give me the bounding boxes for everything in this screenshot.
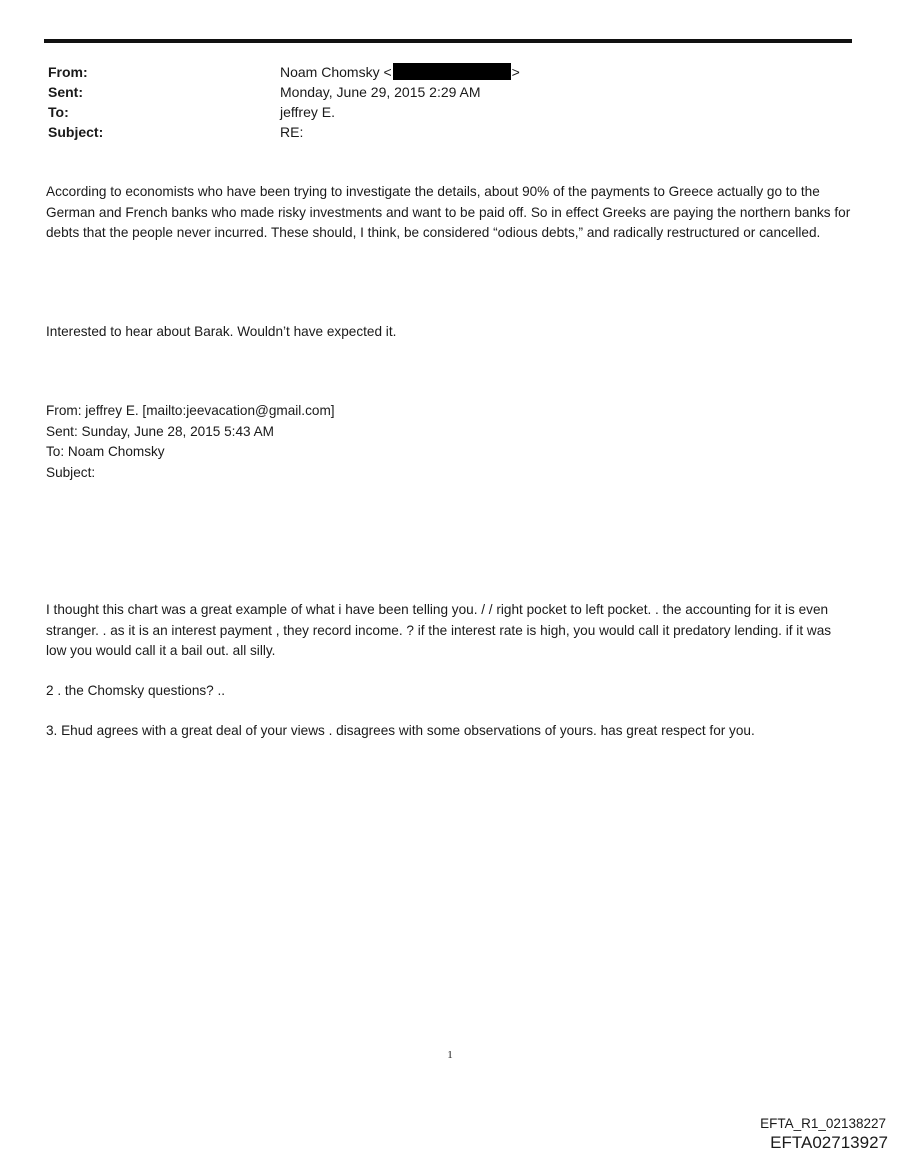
subject-label: Subject: [48,124,104,140]
sent-label: Sent: [48,84,83,100]
forwarded-paragraph-3: 3. Ehud agrees with a great deal of your views . disagrees with some observations of yours. has great respect for you. [46,723,755,738]
subject-value: RE: [280,124,304,140]
subject-row [48,122,520,142]
body-paragraph-1: According to economists who have been trying to investigate the details, about 90% of the payments to Greece actually go to the German and French banks who made risky investments and want to be paid off. So in effect Greeks are paying the northern banks for debts that the people never incurred. These should, I think, be considered “odious debts,” and radically restructured or cancelled. [46,184,851,240]
forwarded-subject: Subject: [46,464,96,480]
sent-value: Monday, June 29, 2015 2:29 AM [280,84,481,100]
page-number: 1 [447,1049,453,1061]
bates-number-1: EFTA_R1_02138227 [760,1116,886,1131]
from-end: > [511,64,520,80]
forwarded-paragraph-2: 2 . the Chomsky questions? .. [46,683,226,698]
to-value: jeffrey E. [280,104,335,120]
sent-row [48,82,520,102]
redaction-box [393,63,511,80]
bates-number-2: EFTA02713927 [770,1133,888,1152]
from-name: Noam Chomsky < [280,64,392,80]
forwarded-sent: Sent: Sunday, June 28, 2015 5:43 AM [46,423,274,439]
top-rule [44,39,852,43]
body-paragraph-2: Interested to hear about Barak. Wouldn’t have expected it. [46,324,397,339]
from-row [48,62,520,82]
forwarded-from: From: jeffrey E. [mailto:jeevacation@gmail.com] [46,403,335,418]
forwarded-paragraph-1: I thought this chart was a great example of what i have been telling you. / / right pocket to left pocket. . the accounting for it is even stranger. . as it is an interest payment , they record income. ? if the interest rate is high, you would call it predatory lending. if it was low you would call it a bail out. all silly. [46,602,832,658]
email-header [48,62,520,142]
from-value [280,62,520,82]
from-label: From: [48,64,88,80]
forwarded-header [46,401,335,483]
to-label: To: [48,104,69,120]
forwarded-to: To: Noam Chomsky [46,444,165,459]
to-row [48,102,520,122]
